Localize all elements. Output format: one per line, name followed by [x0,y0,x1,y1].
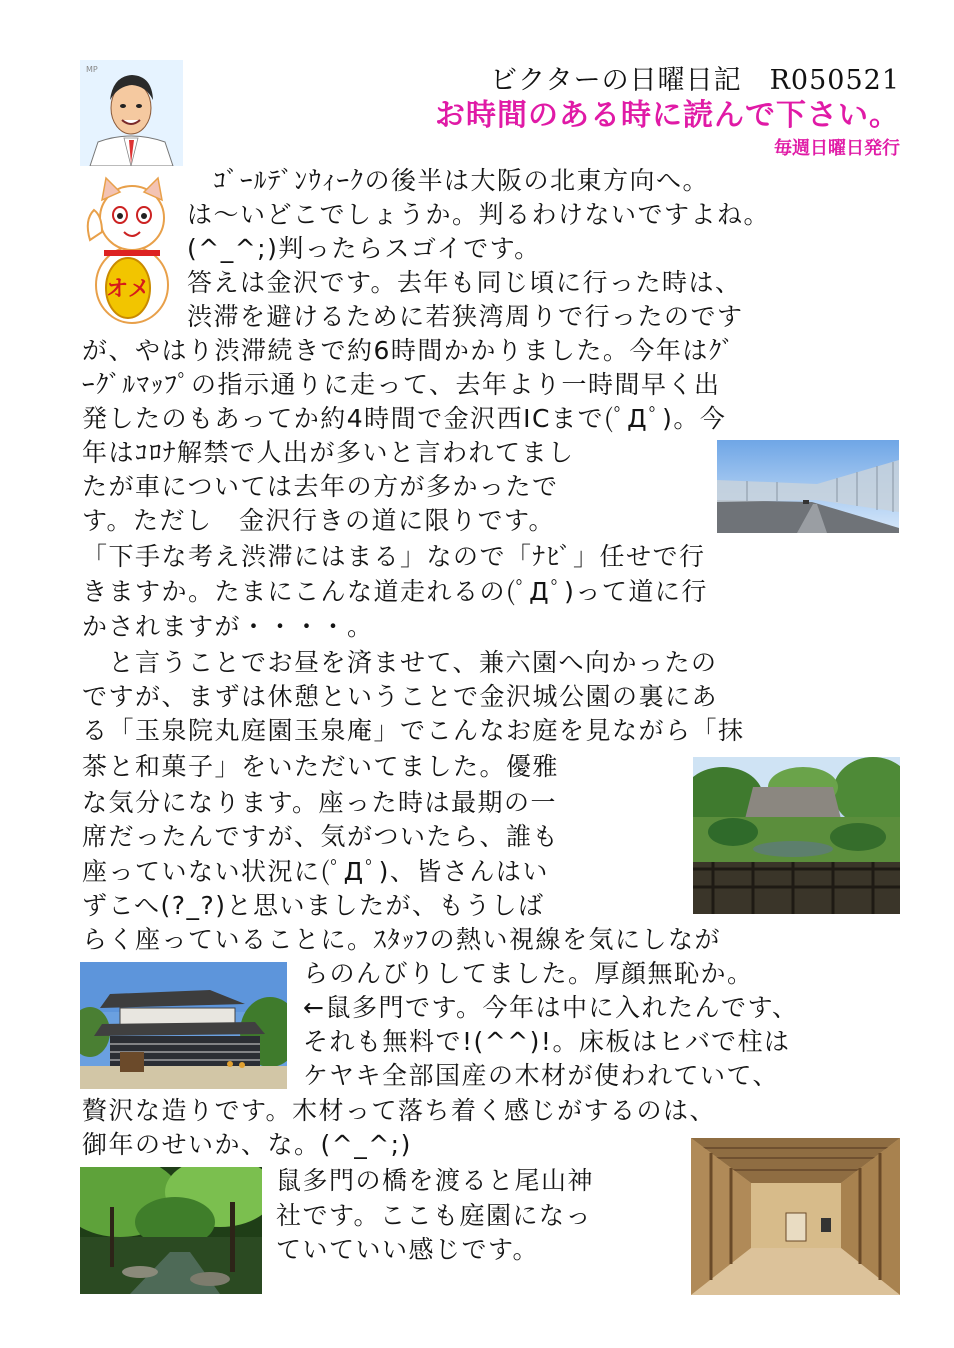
body-line: ｺﾞｰﾙﾃﾞﾝｳｨｰｸの後半は大阪の北東方向へ。 [187,166,710,195]
body-line: 年はｺﾛﾅ解禁で人出が多いと言われてまし [82,438,575,467]
body-line: ずこへ(?_?)と思いましたが、もうしば [82,891,545,920]
body-line: 渋滞を避けるために若狭湾周りで行ったのです [187,302,744,331]
body-line: と言うことでお昼を済ませて、兼六園へ向かったの [82,648,718,677]
garden-photo [693,757,900,914]
body-line: たが車については去年の方が多かったで [82,472,559,501]
avatar-badge: MP [86,65,98,74]
body-line: 座っていない状況に(ﾟДﾟ)、皆さんはい [82,857,549,886]
body-line: ←鼠多門です。今年は中に入れたんです、 [303,993,799,1022]
body-line: 鼠多門の橋を渡ると尾山神 [276,1166,595,1195]
body-line: それも無料で!(^^)!。床板はヒバで柱は [303,1027,791,1056]
highway-photo [717,440,899,533]
body-line: な気分になります。座った時は最期の一 [82,788,558,817]
body-line: 発したのもあってか約4時間で金沢西ICまで(ﾟДﾟ)。今 [82,404,727,433]
body-line: が、やはり渋滞続きで約6時間かかりました。今年はｸﾞ [82,336,736,365]
maneki-neko-image [80,170,183,325]
body-line: る「玉泉院丸庭園玉泉庵」でこんなお庭を見ながら「抹 [82,716,745,745]
body-line: きますか。たまにこんな道走れるの(ﾟДﾟ)って道に行 [82,577,708,606]
body-line: (^_^;)判ったらスゴイです。 [187,234,541,263]
wooden-interior-photo [691,1138,900,1295]
body-line: ケヤキ全部国産の木材が使われていて、 [303,1061,780,1090]
body-line: 席だったんですが、気がついたら、誰も [82,822,560,851]
body-line: は～いどこでしょうか。判るわけないですよね。 [187,200,771,229]
body-line: かされますが・・・・。 [82,612,374,641]
body-line: 御年のせいか、な。(^_^;) [82,1130,412,1159]
author-avatar [80,60,183,166]
body-line: 贅沢な造りです。木材って落ち着く感じがするのは、 [82,1096,717,1125]
diary-subtitle: お時間のある時に読んで下さい。 [435,98,900,133]
body-line: 茶と和菓子」をいただいてました。優雅 [82,752,560,781]
body-line: す。ただし 金沢行きの道に限りです。 [82,506,556,535]
gate-building-photo [80,962,287,1089]
body-line: 答えは金沢です。去年も同じ頃に行った時は、 [187,268,742,297]
publish-note: 毎週日曜日発行 [774,138,900,159]
body-line: 社です。ここも庭園になっ [276,1201,593,1230]
diary-title: ビクターの日曜日記 R050521 [490,65,900,96]
body-line: 「下手な考え渋滞にはまる」なので「ﾅﾋﾞ」任せで行 [82,542,706,571]
body-line: ですが、まずは休憩ということで金沢城公園の裏にあ [82,682,719,711]
shrine-garden-photo [80,1167,262,1294]
body-line: ていていい感じです。 [276,1235,540,1264]
body-line: らく座っていることに。ｽﾀｯﾌの熱い視線を気にしなが [82,925,722,954]
maneki-coin-text: オメ [106,277,150,302]
body-line: らのんびりしてました。厚顔無恥か。 [303,959,754,988]
body-line: ｰｸﾞﾙﾏｯﾌﾟの指示通りに走って、去年より一時間早く出 [82,370,721,399]
